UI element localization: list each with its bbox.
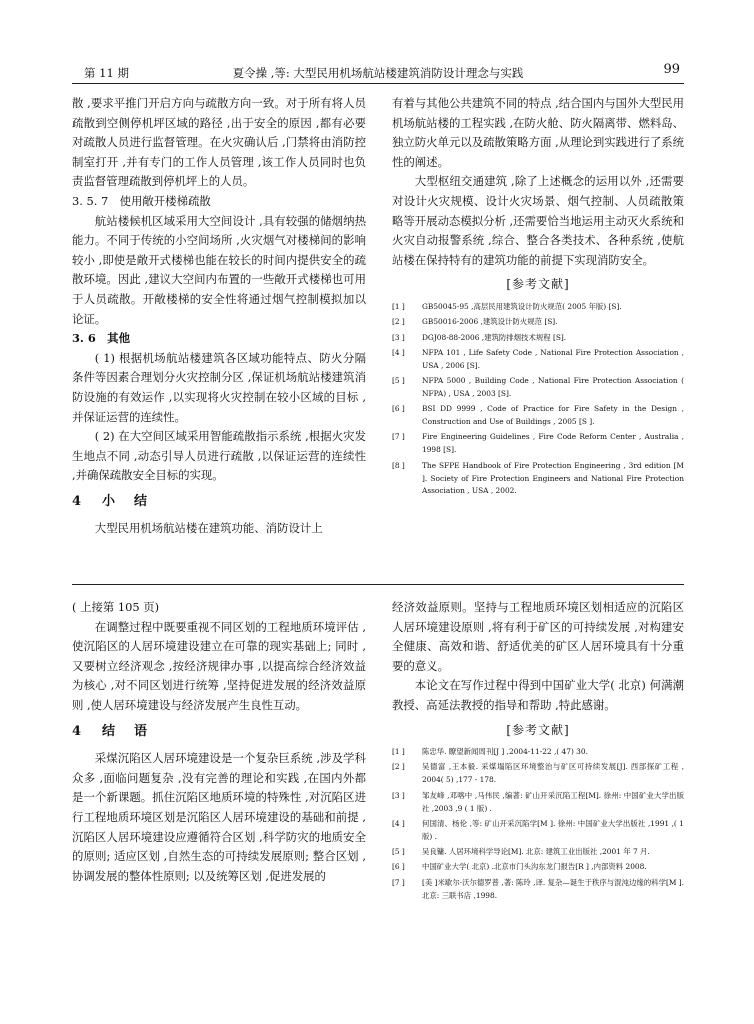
paragraph-continued: 经济效益原则。坚持与工程地质环境区划相适应的沉陷区人居环境建设原则 ,将有利于矿区的可持续发展 ,对构建安全健康、高效和谐、舒适优美的矿区人居环境具有十分重要的意义。 <box>392 600 684 673</box>
paragraph-open-stairs: 航站楼候机区域采用大空间设计 ,具有较强的储烟纳热能力。不同于传统的小空间场所 ,火灾烟气对楼梯间的影响较小 ,即使是敞开式楼梯也能在较长的时间内提供安全的疏散环境。因此 ,建议大空间内布置的一些敞开式楼梯也可用于人员疏散。开敞楼梯的安全性将通过烟气控制模拟加以论证。 <box>72 213 366 326</box>
section-title: 小 结 <box>102 493 151 509</box>
reference-item: [5 ] NFPA 5000 , Building Code , National Fire Protection Association ( NFPA) , USA , 2003 [S]. <box>392 376 684 398</box>
references-list <box>392 301 684 498</box>
lower-right-column <box>392 598 684 905</box>
issue-label: 第 11 期 <box>84 66 129 80</box>
reference-item: [6 ] 中国矿业大学( 北京) .北京市门头沟东龙门报告[R ] ,内部资料 2008. <box>392 862 647 872</box>
section-heading-4-summary <box>72 492 366 512</box>
section-number: 4 <box>72 723 85 739</box>
reference-item: [3 ] 邹友峰 ,邓喀中 ,马伟民 ,编著: 矿山开采沉陷工程[M]. 徐州: 中国矿业大学出版社 ,2003 ,9 ( 1 版) . <box>392 790 684 813</box>
reference-item: [3 ] DGJ08-88-2006 ,建筑防排烟技术规程 [S]. <box>392 332 567 342</box>
lower-left-column <box>72 598 366 886</box>
paragraph-continued: 散 ,要求平推门开启方向与疏散方向一致。对于所有将人员疏散到空侧停机坪区域的路径 ,出于安全的原因 ,都有必要对疏散人员进行监督管理。在火灾确认后 ,门禁将由消防控制室打开 ,并有专门的工作人员管理 ,该工作人员同时也负责监督管理疏散到停机坪上的人员。 <box>72 96 366 189</box>
paragraph-acknowledgement: 本论文在写作过程中得到中国矿业大学( 北京) 何满潮教授、高延法教授的指导和帮助 ,特此感谢。 <box>392 678 684 712</box>
running-header <box>72 61 684 84</box>
paragraph-conclusion: 大型枢纽交通建筑 ,除了上述概念的运用以外 ,还需要对设计火灾规模、设计火灾场景、烟气控制、人员疏散策略等开展动态模拟分析 ,还需要恰当地运用主动灭火系统和火灾自动报警系统 ,综合、整合各类技术、各种系统 ,使航站楼在保持特有的建筑功能的前提下实现消防安全。 <box>392 174 685 267</box>
paragraph-conclusion: 采煤沉陷区人居环境建设是一个复杂巨系统 ,涉及学科众多 ,面临问题复杂 ,没有完善的理论和实践 ,在国内外都是一个新课题。抓住沉陷区地质环境的特殊性 ,对沉陷区进行工程地质环境区划是沉陷区人居环境建设的基础和前提 ,沉陷区人居环境建设应遵循符合区划 ,科学防灾的地质安全的原则; 适应区划 ,自然生态的可持续发展原则; 整合区划 ,协调发展的整体性原则; 以及统筹区划 ,促进发展的 <box>72 751 366 883</box>
upper-right-column <box>392 94 684 501</box>
section-heading-4-conclusion <box>72 722 366 742</box>
reference-item: [7 ] Fire Engineering Guidelines , Fire Code Reform Center , Australia , 1998 [S]. <box>392 432 684 455</box>
page-number: 99 <box>663 62 680 77</box>
section-heading-3-6: 3. 6 其他 <box>72 331 130 346</box>
reference-item: [2 ] GB50016-2006 ,建筑设计防火规范 [S]. <box>392 317 558 327</box>
section-number: 4 <box>72 493 85 509</box>
reference-item: [7 ] [美 ]米歇尔·沃尔德罗普 ,著: 陈玲 ,译. 复杂—诞生于秩序与混沌边缘的科学[M ]. 北京: 三联书店 ,1998. <box>392 877 684 900</box>
continued-from-label: ( 上接第 105 页) <box>72 600 160 614</box>
paragraph-summary: 大型民用机场航站楼在建筑功能、消防设计上 <box>94 521 323 536</box>
paragraph-continued: 有着与其他公共建筑不同的特点 ,结合国内与国外大型民用机场航站楼的工程实践 ,在防火舱、防火隔离带、燃料岛、独立防火单元以及疏散策略方面 ,从理论到实践进行了系统性的阐述。 <box>392 96 685 169</box>
reference-item: [1 ] GB50045-95 ,高层民用建筑设计防火规范( 2005 年版) [S]. <box>392 301 622 311</box>
section-heading-3-5-7: 3. 5. 7 使用敞开楼梯疏散 <box>72 193 211 208</box>
references-list <box>392 746 684 902</box>
references-title: [参考文献] <box>506 722 570 737</box>
reference-item: [6 ] BSI DD 9999 , Code of Practice for Fire Safety in the Design , Construction and Use of Buildings , 2005 [S ]. <box>392 404 684 427</box>
paragraph-continued: 在调整过程中既要重视不同区划的工程地质环境评估 ,使沉陷区的人居环境建设建立在可靠的现实基础上; 同时 ,又要树立经济观念 ,按经济规律办事 ,以提高综合经济效益为核心 ,对不同区划进行统筹 ,坚持促进发展的经济效益原则 ,使人居环境建设与经济发展产生良性互动。 <box>72 619 366 712</box>
reference-item: [8 ] The SFPE Handbook of Fire Protection Engineering , 3rd edition [M ]. Society of Fire Protection Engineers and National Fire Protection Association , USA , 2002. <box>392 460 684 496</box>
upper-left-column <box>72 94 366 539</box>
paragraph-item-1: ( 1) 根据机场航站楼建筑各区域功能特点、防火分隔条件等因素合理划分火灾控制分区 ,保证机场航站楼建筑消防设施的有效运作 ,以实现将火灾控制在较小区域的目标 ,并保证运营的连续性。 <box>72 350 366 424</box>
reference-item: [5 ] 吴良镛. 人居环境科学导论[M]. 北京: 建筑工业出版社 ,2001 年 7 月. <box>392 847 650 857</box>
reference-item: [4 ] NFPA 101 , Life Safety Code , National Fire Protection Association , USA , 2006 [S]. <box>392 347 684 370</box>
references-title: [参考文献] <box>506 277 570 292</box>
article-divider <box>72 584 684 585</box>
reference-item: [1 ] 陈忠华. 瞭望新闻周刊[J ] ,2004-11-22 ,( 47) 30. <box>392 747 588 757</box>
running-title: 夏令操 ,等: 大型民用机场航站楼建筑消防设计理念与实践 <box>232 66 524 80</box>
section-title: 结 语 <box>102 723 151 739</box>
paragraph-item-2: ( 2) 在大空间区域采用智能疏散指示系统 ,根据火灾发生地点不同 ,动态引导人员进行疏散 ,以保证运营的连续性 ,并确保疏散安全目标的实现。 <box>72 429 366 483</box>
reference-item: [2 ] 吴德富 ,王本毅. 采煤塌陷区环境整治与矿区可持续发展[J]. 西部探矿工程 , 2004( 5) ,177 - 178. <box>392 762 684 785</box>
reference-item: [4 ] 何国清、杨伦 ,等: 矿山开采沉陷学[M ]. 徐州: 中国矿业大学出版社 ,1991 ,( 1 版) . <box>392 818 684 841</box>
